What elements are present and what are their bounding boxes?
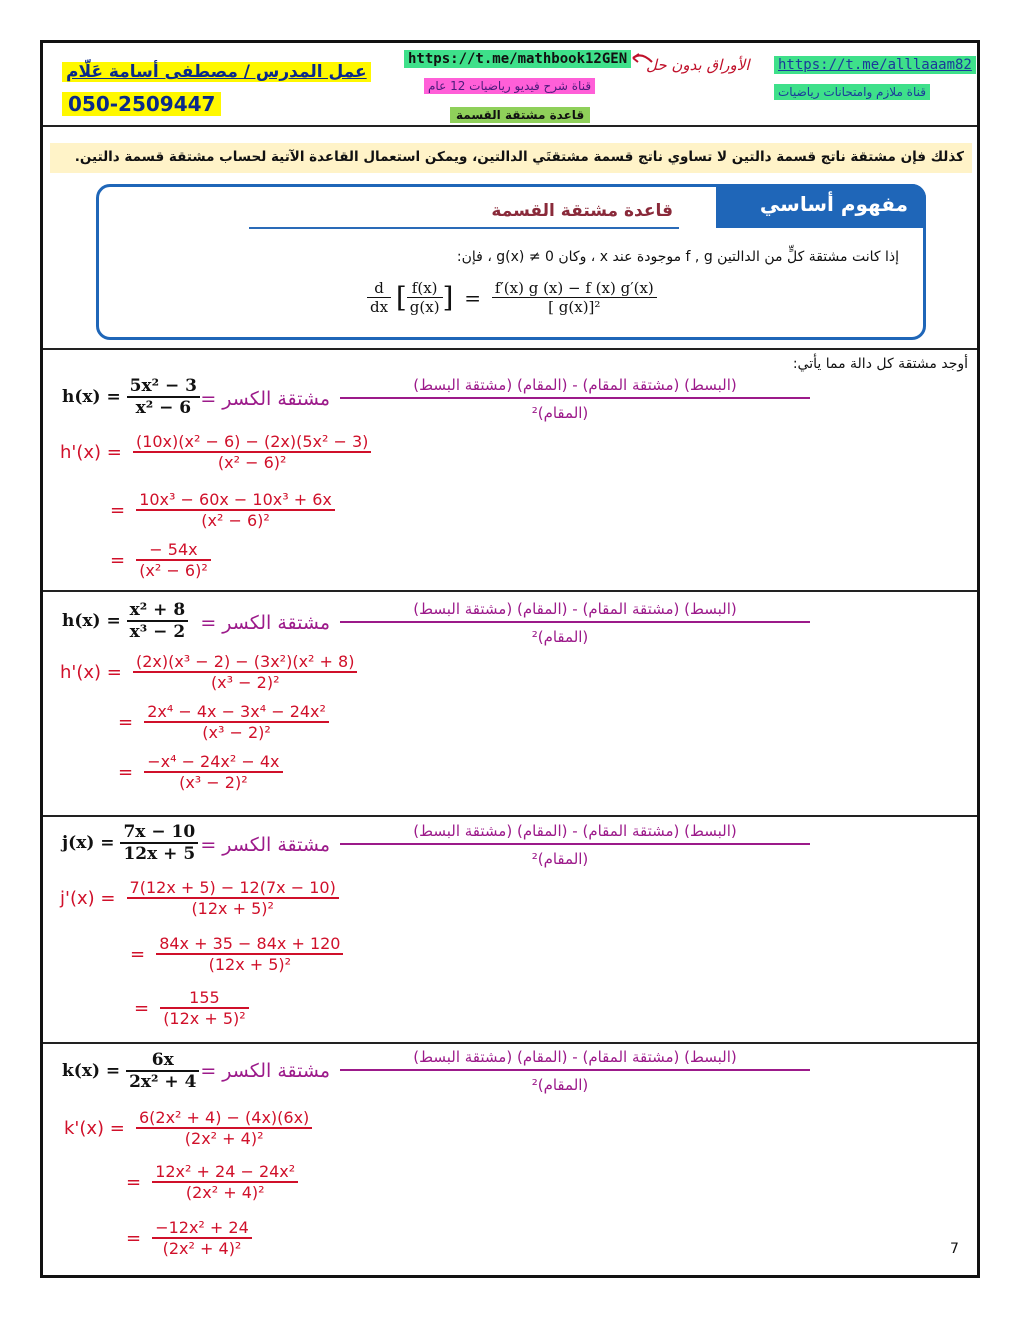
rule-reminder-4: مشتقة الكسر = (البسط) (مشتقة المقام) - (المقام) (مشتقة البسط) (المقام)² (250, 1048, 810, 1108)
problem-divider (43, 590, 977, 592)
concept-title: قاعدة مشتقة القسمة (491, 201, 673, 221)
problem-1-function: h(x) = $\frac{\text{5x² − 3}}{\text{x² − 6}}$ (62, 376, 200, 418)
booklets-channel-label: قناة ملازم وامتحانات رياضيات (774, 84, 930, 100)
concept-condition: إذا كانت مشتقة كلٍّ من الدالتين f , g موجودة عند x ، وكان g(x) ≠ 0 ، فإن: (456, 249, 899, 265)
problem-4-function: k(x) = $\frac{6x}{\text{2x² + 4}}$ (62, 1050, 199, 1092)
problem-2-function: h(x) = $\frac{\text{x² + 8}}{\text{x³ − 2}}$ (62, 600, 188, 642)
exercise-prompt: أوجد مشتقة كل دالة مما يأتي: (792, 356, 968, 372)
header-divider (43, 125, 977, 127)
rule-reminder-2: مشتقة الكسر = (البسط) (مشتقة المقام) - (المقام) (مشتقة البسط) (المقام)² (250, 600, 810, 660)
problem-2-step-3: = $\frac{\text{−x⁴ − 24x² − 4x}}{\text{(x³ − 2)²}}$ (118, 752, 283, 792)
rule-reminder-1: مشتقة الكسر = (البسط) (مشتقة المقام) - (المقام) (مشتقة البسط) (المقام)² (250, 376, 810, 436)
formula-rhs-denominator: [ g(x)]² (548, 298, 601, 316)
alllaaam-link[interactable]: https://t.me/alllaaam82 (774, 56, 976, 74)
lesson-tag: قاعدة مشتقة القسمة (450, 107, 590, 123)
problem-4-step-2: = $\frac{\text{12x² + 24 − 24x²}}{\text{(2x² + 4)²}}$ (126, 1162, 298, 1202)
formula-lhs (407, 279, 443, 316)
quotient-rule-formula: $\frac{d}{dx}$ [ $\frac{f(x)}{g(x)}$ ] = $\frac{f'(x) g (x) - f (x) g'(x)}{\text{[ g(x)]²}}$ (367, 279, 657, 316)
concept-box (96, 184, 926, 340)
formula-operator: $\frac{d}{dx}$ (367, 279, 391, 316)
formula-rhs (492, 279, 657, 316)
problem-divider (43, 1042, 977, 1044)
problem-divider (43, 815, 977, 817)
problem-3-step-3: = $\frac{155}{\text{(12x + 5)²}}$ (134, 988, 249, 1028)
formula-rhs-numerator: f′(x) g (x) − f (x) g′(x) (492, 279, 657, 298)
page-number: 7 (950, 1241, 959, 1257)
problem-2-step-1: h'(x) = $\frac{\text{(2x)(x³ − 2) − (3x²)(x² + 8)}}{\text{(x³ − 2)²}}$ (60, 652, 357, 692)
concept-tag: مفهوم أساسي (716, 184, 926, 228)
mathbook-link[interactable]: https://t.me/mathbook12GEN (404, 50, 631, 68)
concept-title-underline (249, 227, 679, 229)
problem-2-step-2: = $\frac{\text{2x⁴ − 4x − 3x⁴ − 24x²}}{\text{(x³ − 2)²}}$ (118, 702, 329, 742)
rule-reminder-3: مشتقة الكسر = (البسط) (مشتقة المقام) - (المقام) (مشتقة البسط) (المقام)² (250, 822, 810, 882)
problem-3-step-2: = $\frac{84x + 35 - 84x + 120}{\text{(12x + 5)²}}$ (130, 934, 343, 974)
teacher-phone: 050-2509447 (62, 92, 221, 116)
problem-1-step-3: = $\frac{- 54x}{\text{(x² − 6)²}}$ (110, 540, 211, 580)
section-divider (43, 348, 977, 350)
problem-3-function: j(x) = $\frac{7x - 10}{12x + 5}$ (62, 822, 198, 864)
formula-lhs-denominator: g(x) (409, 298, 440, 316)
formula-lhs-numerator: f(x) (407, 279, 443, 298)
problem-4-step-3: = $\frac{\text{−12x² + 24}}{\text{(2x² + 4)²}}$ (126, 1218, 252, 1258)
problem-1-step-1: h'(x) = $\frac{\text{(10x)(x² − 6) − (2x)(5x² − 3)}}{\text{(x² − 6)²}}$ (60, 432, 371, 472)
teacher-name: عمل المدرس / مصطفى أسامة عَلّام (62, 62, 371, 82)
problem-3-step-1: j'(x) = $\frac{7(12x + 5) - 12(7x - 10)}{\text{(12x + 5)²}}$ (60, 878, 339, 918)
video-channel-label: قناة شرح فيديو رياضيات 12 عام (424, 78, 595, 94)
no-solution-note: الأوراق بدون حل (646, 56, 750, 74)
problem-1-step-2: = $\frac{\text{10x³ − 60x − 10x³ + 6x}}{\text{(x² − 6)²}}$ (110, 490, 335, 530)
intro-text: كذلك فإن مشتقة ناتج قسمة دالتين لا تساوي ناتج قسمة مشتقتَي الدالتين، ويمكن استعمال القاعدة الآتية لحساب مشتقة قسمة دالتين. (50, 143, 972, 173)
problem-4-step-1: k'(x) = $\frac{\text{6(2x² + 4) − (4x)(6x)}}{\text{(2x² + 4)²}}$ (64, 1108, 312, 1148)
